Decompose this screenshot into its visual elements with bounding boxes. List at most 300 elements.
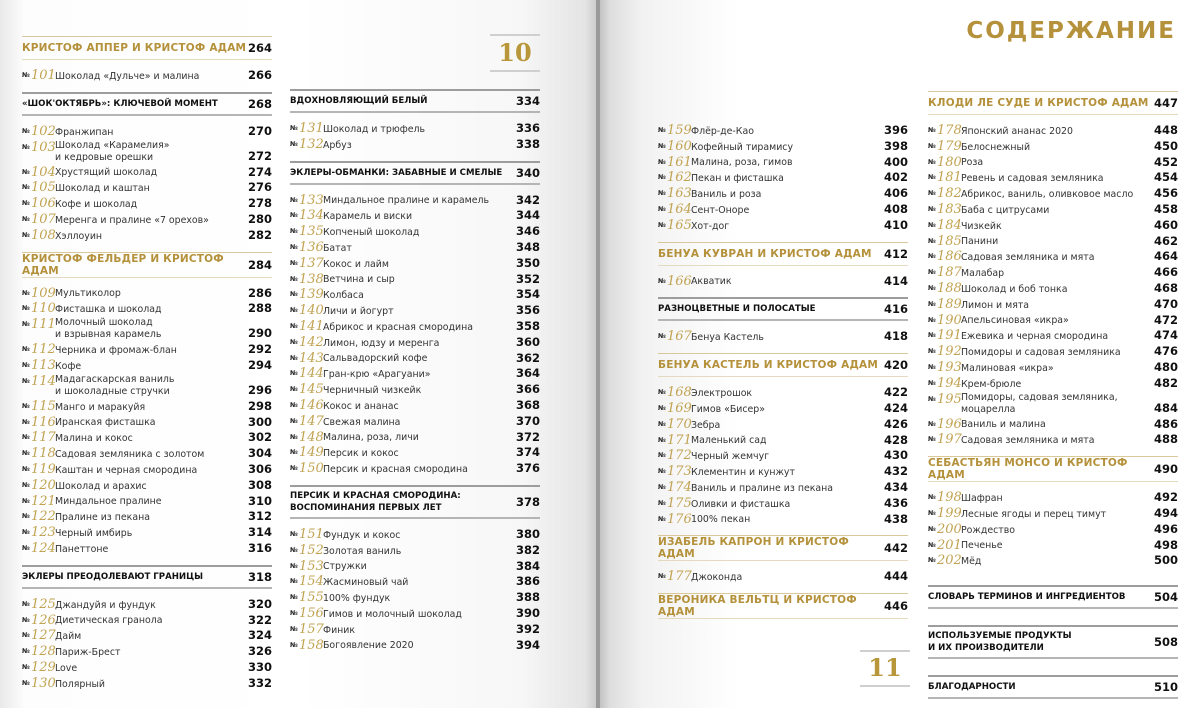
toc-entry[interactable] [658, 385, 908, 401]
section-header[interactable] [22, 92, 272, 116]
recipe-number: 146 [299, 397, 324, 413]
section-title: СЛОВАРЬ ТЕРМИНОВ И ИНГРЕДИЕНТОВ [928, 592, 1126, 603]
toc-entry[interactable] [658, 202, 908, 218]
recipe-number: 180 [937, 154, 962, 170]
number-sign-icon: № [290, 321, 298, 330]
number-sign-icon: № [22, 449, 30, 458]
number-sign-icon: № [22, 647, 30, 656]
recipe-title: Франжипан [55, 126, 114, 138]
recipe-title: Молочный шоколад и взрывная карамель [55, 317, 162, 341]
section-header[interactable] [928, 675, 1178, 699]
toc-entry[interactable] [22, 124, 272, 140]
toc-entry[interactable] [290, 382, 540, 398]
recipe-title: Абрикос, ваниль, оливковое масло [961, 188, 1134, 200]
number-sign-icon: № [658, 332, 666, 341]
recipe-number: 179 [937, 138, 962, 154]
recipe-title: Малиновая «икра» [961, 362, 1054, 374]
section-title: КРИСТОФ ФЕЛЬДЕР И КРИСТОФ АДАМ [22, 252, 224, 277]
toc-entry[interactable] [22, 430, 272, 446]
toc-entry[interactable] [928, 360, 1178, 376]
section-header[interactable] [928, 585, 1178, 609]
recipe-title: Белоснежный [961, 141, 1031, 153]
number-sign-icon: № [658, 435, 666, 444]
number-sign-icon: № [658, 141, 666, 150]
recipe-title: Каштан и черная смородина [55, 464, 198, 476]
toc-entry[interactable] [22, 317, 272, 342]
recipe-page: 336 [515, 121, 540, 135]
toc-entry[interactable] [290, 559, 540, 575]
number-sign-icon: № [290, 529, 298, 538]
toc-entry[interactable] [658, 448, 908, 464]
toc-entry[interactable] [290, 430, 540, 446]
recipe-title: Малина, роза, гимов [691, 157, 793, 169]
recipe-page: 450 [1153, 138, 1178, 153]
toc-entry[interactable] [22, 613, 272, 629]
recipe-number: 193 [937, 359, 962, 375]
recipe-number: 133 [299, 192, 324, 208]
toc-entry[interactable] [928, 218, 1178, 234]
toc-entry[interactable] [22, 399, 272, 415]
recipe-page: 406 [883, 186, 908, 201]
section-page: 284 [247, 257, 272, 272]
section-title: БЛАГОДАРНОСТИ [928, 682, 1016, 693]
toc-entry[interactable] [928, 281, 1178, 297]
recipe-number: 114 [31, 373, 56, 389]
recipe-title: Шафран [961, 492, 1003, 504]
toc-entry[interactable] [290, 287, 540, 303]
toc-entry[interactable] [928, 170, 1178, 186]
toc-entry[interactable] [290, 272, 540, 288]
recipe-title: Ваниль и пралине из пекана [691, 482, 833, 494]
recipe-title: Черный имбирь [55, 527, 133, 539]
recipe-page: 392 [515, 621, 540, 636]
toc-entry[interactable] [290, 193, 540, 209]
recipe-number: 117 [31, 430, 56, 446]
toc-column-4 [928, 91, 1178, 707]
toc-entry[interactable] [290, 590, 540, 606]
toc-entry[interactable] [928, 265, 1178, 281]
section-header[interactable] [658, 297, 908, 321]
toc-entry[interactable] [22, 462, 272, 478]
recipe-number: 189 [937, 296, 962, 312]
section-title: БЕНУА КУВРАН И КРИСТОФ АДАМ [658, 247, 872, 260]
toc-entry[interactable] [290, 303, 540, 319]
recipe-title: Гимов «Бисер» [691, 403, 765, 415]
recipe-page: 476 [1153, 344, 1178, 359]
recipe-title: Шоколад «Дульче» и малина [55, 70, 200, 82]
toc-entry[interactable] [290, 414, 540, 430]
section-page: 508 [1153, 635, 1178, 650]
recipe-number: 147 [299, 413, 324, 429]
recipe-title: Апельсиновая «икра» [961, 315, 1069, 327]
recipe-number: 135 [299, 224, 324, 240]
toc-entry[interactable] [658, 417, 908, 433]
section-title: КРИСТОФ АППЕР И КРИСТОФ АДАМ [22, 42, 247, 54]
toc-entry[interactable] [928, 490, 1178, 506]
recipe-title: Фундук и кокос [323, 529, 401, 541]
toc-entry[interactable] [658, 170, 908, 186]
toc-entry[interactable] [22, 660, 272, 676]
toc-entry[interactable] [22, 68, 272, 84]
toc-entry[interactable] [22, 342, 272, 358]
recipe-title: Печенье [961, 540, 1003, 552]
section-page: 378 [515, 494, 540, 509]
toc-entry[interactable] [290, 398, 540, 414]
recipe-number: 190 [937, 312, 962, 328]
recipe-number: 101 [31, 68, 56, 83]
section-title: ВЕРОНИКА ВЕЛЬТЦ И КРИСТОФ АДАМ [658, 594, 857, 619]
recipe-page: 312 [247, 509, 272, 524]
section-header[interactable] [658, 593, 908, 619]
toc-entry[interactable] [658, 464, 908, 480]
toc-entry[interactable] [290, 319, 540, 335]
section-title: «ШОК'ОКТЯБРЬ»: КЛЮЧЕВОЙ МОМЕНТ [22, 98, 218, 109]
section-header[interactable] [290, 485, 540, 519]
number-sign-icon: № [290, 139, 298, 148]
recipe-number: 141 [299, 318, 324, 334]
recipe-title: Финик [323, 624, 356, 636]
number-sign-icon: № [290, 577, 298, 586]
recipe-page: 432 [883, 464, 908, 479]
recipe-page: 494 [1153, 505, 1178, 520]
toc-entry[interactable] [290, 461, 540, 477]
number-sign-icon: № [658, 173, 666, 182]
recipe-page: 492 [1153, 490, 1178, 505]
recipe-title: Личи и йогурт [323, 305, 394, 317]
recipe-title: Панеттоне [55, 543, 109, 555]
recipe-title: Ревень и садовая земляника [961, 173, 1104, 185]
recipe-title: Ваниль и малина [961, 419, 1046, 431]
toc-entry[interactable] [928, 297, 1178, 313]
recipe-page: 364 [515, 366, 540, 381]
toc-entry[interactable] [290, 256, 540, 272]
recipe-page: 354 [515, 287, 540, 302]
recipe-number: 140 [299, 303, 324, 319]
recipe-number: 119 [31, 461, 56, 477]
toc-entry[interactable] [290, 351, 540, 367]
toc-entry[interactable] [928, 155, 1178, 171]
toc-entry[interactable] [928, 344, 1178, 360]
toc-entry[interactable] [658, 512, 908, 528]
number-sign-icon: № [290, 561, 298, 570]
toc-entry[interactable] [928, 139, 1178, 155]
toc-entry[interactable] [928, 392, 1178, 417]
section-header[interactable] [658, 535, 908, 561]
recipe-number: 124 [31, 540, 56, 556]
section-header[interactable] [928, 456, 1178, 482]
recipe-page: 426 [883, 416, 908, 431]
toc-entry[interactable] [22, 196, 272, 212]
toc-entry[interactable] [928, 123, 1178, 139]
recipe-page: 454 [1153, 170, 1178, 185]
recipe-title: Флёр-де-Као [691, 125, 754, 137]
toc-entry[interactable] [290, 224, 540, 240]
recipe-title: Чизкейк [961, 220, 1002, 232]
toc-entry[interactable] [22, 597, 272, 613]
recipe-page: 484 [1153, 400, 1178, 415]
toc-entry[interactable] [928, 202, 1178, 218]
recipe-title: Бенуа Кастель [691, 332, 764, 344]
toc-entry[interactable] [928, 313, 1178, 329]
toc-entry[interactable] [290, 606, 540, 622]
section-page: 504 [1153, 590, 1178, 605]
section-header[interactable] [928, 91, 1178, 115]
number-sign-icon: № [290, 274, 298, 283]
recipe-title: Пралине из пекана [55, 512, 150, 524]
recipe-page: 400 [883, 154, 908, 169]
recipe-title: Миндальное пралине и карамель [323, 195, 489, 207]
section-header[interactable] [22, 36, 272, 60]
toc-entry[interactable] [658, 496, 908, 512]
recipe-title: Мадагаскарская ваниль и шоколадные стручки [55, 373, 175, 397]
recipe-title: Копченый шоколад [323, 226, 420, 238]
toc-entry[interactable] [22, 541, 272, 557]
recipe-page: 418 [883, 329, 908, 344]
recipe-page: 380 [515, 526, 540, 541]
toc-entry[interactable] [928, 432, 1178, 448]
number-sign-icon: № [928, 493, 936, 502]
recipe-number: 160 [667, 138, 692, 154]
number-sign-icon: № [928, 126, 936, 134]
section-header[interactable] [658, 353, 908, 377]
recipe-number: 150 [299, 461, 324, 477]
recipe-title: Лимон, юдзу и меренга [323, 337, 440, 349]
recipe-title: Кокос и ананас [323, 400, 399, 412]
recipe-title: Батат [323, 242, 352, 254]
recipe-title: Баба с цитрусами [961, 204, 1050, 216]
recipe-number: 164 [667, 201, 692, 217]
number-sign-icon: № [22, 480, 30, 489]
toc-entry[interactable] [290, 622, 540, 638]
toc-entry[interactable] [928, 417, 1178, 433]
section-header[interactable] [658, 242, 908, 266]
recipe-page: 480 [1153, 359, 1178, 374]
recipe-number: 103 [31, 139, 56, 155]
section-header[interactable] [290, 89, 540, 113]
toc-entry[interactable] [928, 234, 1178, 250]
recipe-title: Стружки [323, 561, 367, 573]
recipe-page: 282 [247, 227, 272, 242]
section-title: ВДОХНОВЛЯЮЩИЙ БЕЛЫЙ [290, 96, 428, 106]
toc-entry[interactable] [658, 329, 908, 345]
recipe-page: 288 [247, 301, 272, 316]
recipe-number: 118 [31, 446, 56, 462]
recipe-page: 300 [247, 414, 272, 429]
section-header[interactable] [22, 252, 272, 278]
number-sign-icon: № [658, 514, 666, 523]
number-sign-icon: № [658, 419, 666, 428]
recipe-title: Ваниль и роза [691, 188, 762, 200]
toc-entry[interactable] [658, 480, 908, 496]
toc-entry[interactable] [658, 155, 908, 171]
toc-entry[interactable] [928, 553, 1178, 569]
toc-entry[interactable] [658, 186, 908, 202]
toc-entry[interactable] [290, 366, 540, 382]
number-sign-icon: № [22, 360, 30, 369]
toc-entry[interactable] [928, 538, 1178, 554]
section-header[interactable] [290, 161, 540, 185]
recipe-page: 466 [1153, 265, 1178, 280]
toc-entry[interactable] [928, 328, 1178, 344]
recipe-title: Джоконда [691, 572, 743, 584]
recipe-title: Дайм [55, 631, 82, 643]
section-page: 446 [883, 599, 908, 614]
toc-entry[interactable] [22, 180, 272, 196]
recipe-number: 155 [299, 590, 324, 606]
number-sign-icon: № [658, 204, 666, 213]
toc-entry[interactable] [22, 676, 272, 692]
toc-entry[interactable] [22, 415, 272, 431]
toc-entry[interactable] [928, 186, 1178, 202]
recipe-page: 320 [247, 596, 272, 611]
number-sign-icon: № [290, 369, 298, 378]
number-sign-icon: № [22, 496, 30, 505]
recipe-number: 132 [299, 136, 324, 152]
toc-entry[interactable] [290, 208, 540, 224]
number-sign-icon: № [658, 220, 666, 229]
recipe-page: 384 [515, 558, 540, 573]
toc-entry[interactable] [22, 212, 272, 228]
toc-entry[interactable] [290, 638, 540, 654]
section-header[interactable] [928, 625, 1178, 659]
toc-entry[interactable] [290, 543, 540, 559]
recipe-title: Шоколад и арахис [55, 480, 147, 492]
toc-entry[interactable] [658, 123, 908, 139]
toc-entry[interactable] [290, 574, 540, 590]
toc-entry[interactable] [290, 527, 540, 543]
section-header[interactable] [22, 565, 272, 589]
toc-entry[interactable] [22, 286, 272, 302]
recipe-page: 280 [247, 211, 272, 226]
toc-entry[interactable] [22, 140, 272, 165]
toc-entry[interactable] [658, 139, 908, 155]
recipe-title: Абрикос и красная смородина [323, 321, 473, 333]
number-sign-icon: № [22, 401, 30, 410]
recipe-number: 200 [937, 521, 962, 537]
toc-entry[interactable] [22, 228, 272, 244]
toc-entry[interactable] [22, 478, 272, 494]
number-sign-icon: № [928, 204, 936, 213]
recipe-title: Помидоры и садовая земляника [961, 346, 1121, 358]
number-sign-icon: № [658, 451, 666, 460]
toc-entry[interactable] [290, 335, 540, 351]
toc-entry[interactable] [290, 445, 540, 461]
number-sign-icon: № [928, 299, 936, 308]
recipe-title: Японский ананас 2020 [961, 125, 1073, 137]
recipe-number: 172 [667, 448, 692, 464]
section-title: ЭКЛЕРЫ ПРЕОДОЛЕВАЮТ ГРАНИЦЫ [22, 571, 203, 582]
number-sign-icon: № [22, 320, 30, 329]
page-title: СОДЕРЖАНИЕ [966, 18, 1176, 44]
recipe-number: 185 [937, 233, 962, 249]
number-sign-icon: № [290, 464, 298, 473]
recipe-number: 137 [299, 255, 324, 271]
section-page: 268 [247, 96, 272, 111]
recipe-page: 322 [247, 612, 272, 627]
toc-entry[interactable] [22, 628, 272, 644]
recipe-title: Черный жемчуг [691, 451, 770, 463]
recipe-number: 143 [299, 350, 324, 366]
toc-entry[interactable] [658, 218, 908, 234]
recipe-title: Зебра [691, 419, 721, 431]
toc-entry[interactable] [22, 494, 272, 510]
toc-entry[interactable] [928, 249, 1178, 265]
recipe-title: Кокос и лайм [323, 258, 389, 270]
recipe-number: 102 [31, 123, 56, 139]
section-title: ИСПОЛЬЗУЕМЫЕ ПРОДУКТЫ И ИХ ПРОИЗВОДИТЕЛИ [928, 631, 1072, 654]
recipe-title: Лимон и мята [961, 299, 1030, 311]
toc-entry[interactable] [22, 446, 272, 462]
recipe-number: 106 [31, 196, 56, 212]
toc-entry[interactable] [928, 376, 1178, 392]
number-sign-icon: № [290, 290, 298, 299]
recipe-page: 430 [883, 448, 908, 463]
number-sign-icon: № [658, 388, 666, 397]
recipe-title: Помидоры, садовая земляника, моцарелла [961, 391, 1118, 415]
recipe-number: 186 [937, 249, 962, 265]
toc-entry[interactable] [22, 525, 272, 541]
recipe-page: 278 [247, 196, 272, 211]
recipe-title: Роза [961, 157, 984, 169]
recipe-page: 310 [247, 493, 272, 508]
recipe-page: 488 [1153, 432, 1178, 447]
recipe-page: 388 [515, 590, 540, 605]
toc-entry[interactable] [658, 569, 908, 585]
toc-entry[interactable] [22, 509, 272, 525]
number-sign-icon: № [928, 508, 936, 517]
number-sign-icon: № [928, 220, 936, 229]
toc-entry[interactable] [658, 433, 908, 449]
toc-entry[interactable] [22, 358, 272, 374]
toc-entry[interactable] [22, 644, 272, 660]
recipe-page: 386 [515, 574, 540, 589]
number-sign-icon: № [290, 545, 298, 554]
recipe-title: Рождество [961, 524, 1015, 536]
recipe-number: 154 [299, 574, 324, 590]
recipe-number: 167 [667, 329, 692, 345]
recipe-page: 448 [1153, 123, 1178, 137]
recipe-title: Хрустящий шоколад [55, 167, 158, 179]
recipe-number: 129 [31, 659, 56, 675]
recipe-page: 458 [1153, 201, 1178, 216]
toc-entry[interactable] [928, 506, 1178, 522]
toc-entry[interactable] [658, 274, 908, 290]
section-title: КЛОДИ ЛЕ СУДЕ И КРИСТОФ АДАМ [928, 97, 1149, 109]
toc-entry[interactable] [290, 240, 540, 256]
number-sign-icon: № [928, 362, 936, 371]
recipe-page: 332 [247, 675, 272, 690]
toc-entry[interactable] [290, 121, 540, 137]
section-page: 416 [883, 302, 908, 317]
toc-entry[interactable] [290, 137, 540, 153]
toc-entry[interactable] [22, 165, 272, 181]
toc-entry[interactable] [22, 374, 272, 399]
recipe-number: 166 [667, 273, 692, 289]
section-page: 447 [1153, 96, 1178, 110]
toc-entry[interactable] [928, 522, 1178, 538]
recipe-title: Клементин и кунжут [691, 466, 795, 478]
recipe-title: Крем-брюле [961, 378, 1022, 390]
recipe-number: 198 [937, 490, 962, 506]
recipe-page: 436 [883, 495, 908, 510]
section-title: ПЕРСИК И КРАСНАЯ СМОРОДИНА: ВОСПОМИНАНИЯ ПЕРВЫХ ЛЕТ [290, 490, 461, 513]
toc-entry[interactable] [22, 301, 272, 317]
recipe-number: 108 [31, 227, 56, 243]
recipe-number: 116 [31, 414, 56, 430]
number-sign-icon: № [22, 288, 30, 297]
recipe-page: 304 [247, 446, 272, 461]
toc-entry[interactable] [658, 401, 908, 417]
